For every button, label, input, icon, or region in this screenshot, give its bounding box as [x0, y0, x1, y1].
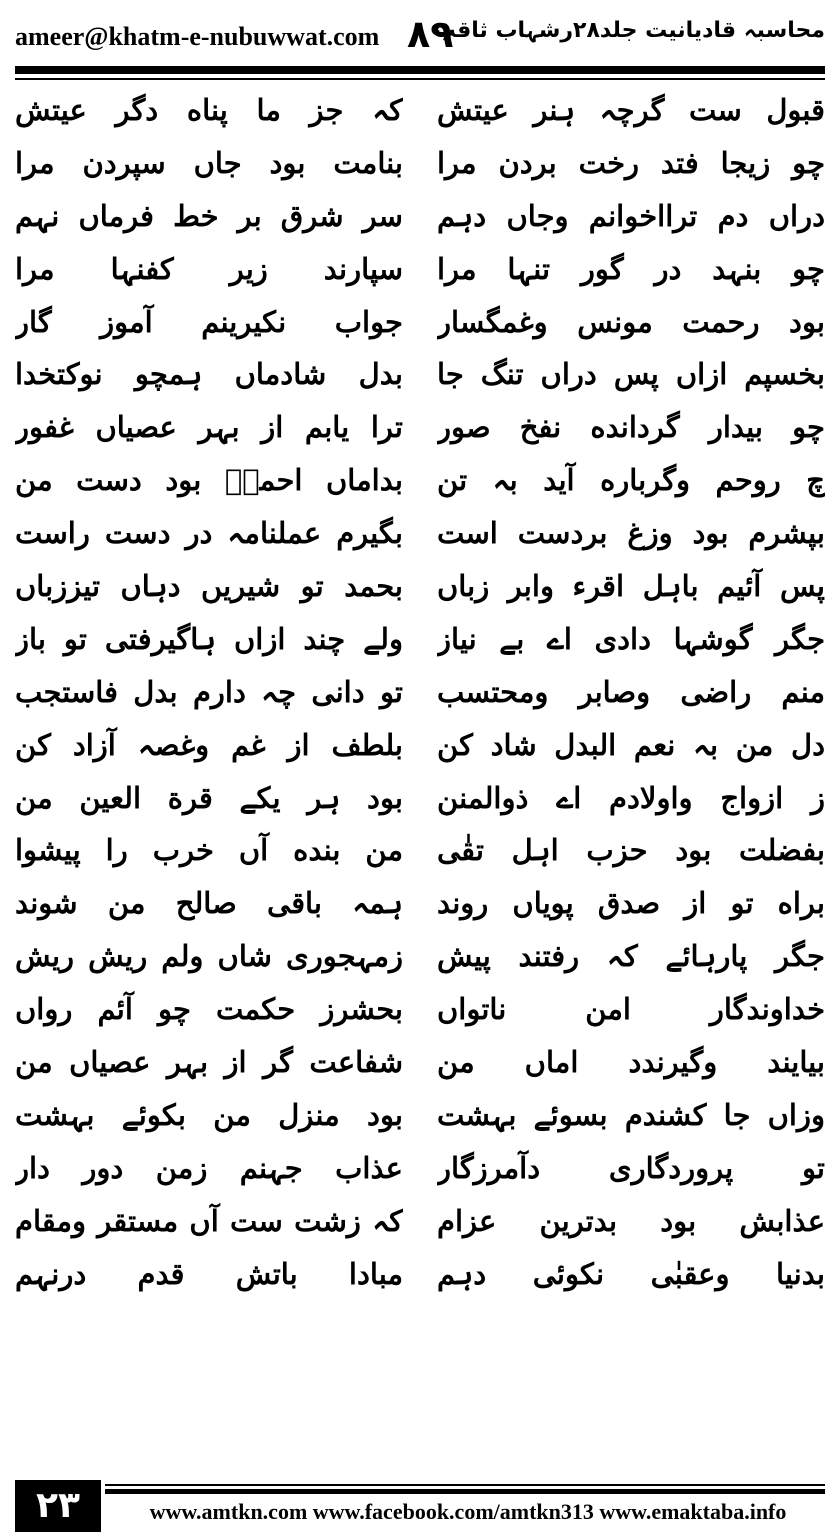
verse-line: بنامت بود جاں سپردن مرا — [15, 145, 403, 180]
verse-line: بیایند وگیرندد اماں من — [437, 1045, 825, 1080]
poem-left-column — [15, 84, 403, 1474]
footer-links: www.amtkn.com www.facebook.com/amtkn313 www.emaktaba.info — [149, 1499, 787, 1524]
verse-line: بدنیا وعقبٰی نکوئی دہم — [437, 1256, 825, 1291]
poem-right-column — [437, 84, 825, 1474]
verse-line: چو زیجا فتد رخت بردن مرا — [437, 145, 825, 180]
verse-line: بود ہر یکے قرة العین من — [15, 780, 403, 815]
footer-rule-thick — [105, 1489, 825, 1494]
verse-line: چو بیدار گردانده نفخ صور — [437, 410, 825, 445]
verse-line: بفضلت بود حزب اہل تقٰی — [437, 833, 825, 868]
verse-line: خداوندگار امن ناتواں — [437, 992, 825, 1027]
verse-line: ز ازواج واولادم اے ذوالمنن — [437, 780, 825, 815]
verse-line: چو بنہد در گور تنہا مرا — [437, 251, 825, 286]
verse-line: چ روحم وگرباره آید بہ تن — [437, 463, 825, 498]
footer-rule-thin — [105, 1484, 825, 1486]
verse-line: بگیرم عملنامہ در دست راست — [15, 516, 403, 551]
verse-line: جواب نکیرینم آموز گار — [15, 304, 403, 339]
verse-line: پس آئیم باہل اقرء وابر زباں — [437, 569, 825, 604]
verse-line: دل من بہ نعم البدل شاد کن — [437, 727, 825, 762]
verse-line: بحمد تو شیریں دہاں تیززباں — [15, 569, 403, 604]
verse-line: دراں دم ترااخوانم وجاں دہم — [437, 198, 825, 233]
verse-line: بود منزل من بکوئے بہشت — [15, 1097, 403, 1132]
verse-line: سر شرق بر خط فرماں نہم — [15, 198, 403, 233]
verse-line: بلطف از غم وغصہ آزاد کن — [15, 727, 403, 762]
footer-page-label: ۲۳ — [15, 1480, 101, 1532]
page-footer — [15, 1478, 825, 1534]
verse-line: مبادا باتش قدم درنہم — [15, 1256, 403, 1291]
book-title: محاسبہ قادیانیت جلد۲۸رشہاب ثاقب — [433, 18, 825, 43]
verse-line: زمہجوری شاں ولم ریش ریش — [15, 939, 403, 974]
verse-line: ولے چند ازاں ہاگیرفتی تو باز — [15, 621, 403, 656]
verse-line: ترا یابم از بہر عصیاں غفور — [15, 410, 403, 445]
verse-line: شفاعت گر از بہر عصیاں من — [15, 1045, 403, 1080]
verse-line: بخسپم ازاں پس دراں تنگ جا — [437, 357, 825, 392]
verse-line: بحشرز حکمت چو آئم رواں — [15, 992, 403, 1027]
verse-line: سپارند زیر کفنہا مرا — [15, 251, 403, 286]
header-email: ameer@khatm-e-nubuwwat.com — [15, 22, 380, 51]
poem-body — [15, 84, 825, 1474]
header-page-number: ۸۹ — [407, 12, 454, 56]
verse-line: جگر گوشہا دادی اے بے نیاز — [437, 621, 825, 656]
verse-line: منم راضی وصابر ومحتسب — [437, 674, 825, 709]
verse-line: من بنده آں خرب را پیشوا — [15, 833, 403, 868]
page-header — [15, 8, 825, 60]
verse-line: عذابش بود بدترین عزام — [437, 1203, 825, 1238]
verse-line: کہ جز ما پناه دگر عیتش — [15, 93, 403, 127]
verse-line: تو پروردگاری دآمرزگار — [437, 1150, 825, 1185]
verse-line: ہمہ باقی صالح من شوند — [15, 886, 403, 921]
verse-line: بود رحمت مونس وغمگسار — [437, 304, 825, 339]
header-rule-thin — [15, 78, 825, 80]
verse-line: قبول ست گرچہ ہنر عیتش — [437, 93, 825, 127]
verse-line: تو دانی چہ دارم بدل فاستجب — [15, 674, 403, 709]
verse-line: بداماں احمدؐ بود دست من — [15, 463, 403, 498]
verse-line: عذاب جہنم زمن دور دار — [15, 1150, 403, 1185]
verse-line: کہ زشت ست آں مستقر ومقام — [15, 1203, 403, 1238]
verse-line: بپشرم بود وزغ بردست است — [437, 516, 825, 551]
verse-line: براه تو از صدق پویاں روند — [437, 886, 825, 921]
header-rule-thick — [15, 66, 825, 74]
verse-line: وزاں جا کشندم بسوئے بہشت — [437, 1097, 825, 1132]
verse-line: جگر پارہائے کہ رفتند پیش — [437, 939, 825, 974]
verse-line: بدل شادماں ہمچو نوکتخدا — [15, 357, 403, 392]
